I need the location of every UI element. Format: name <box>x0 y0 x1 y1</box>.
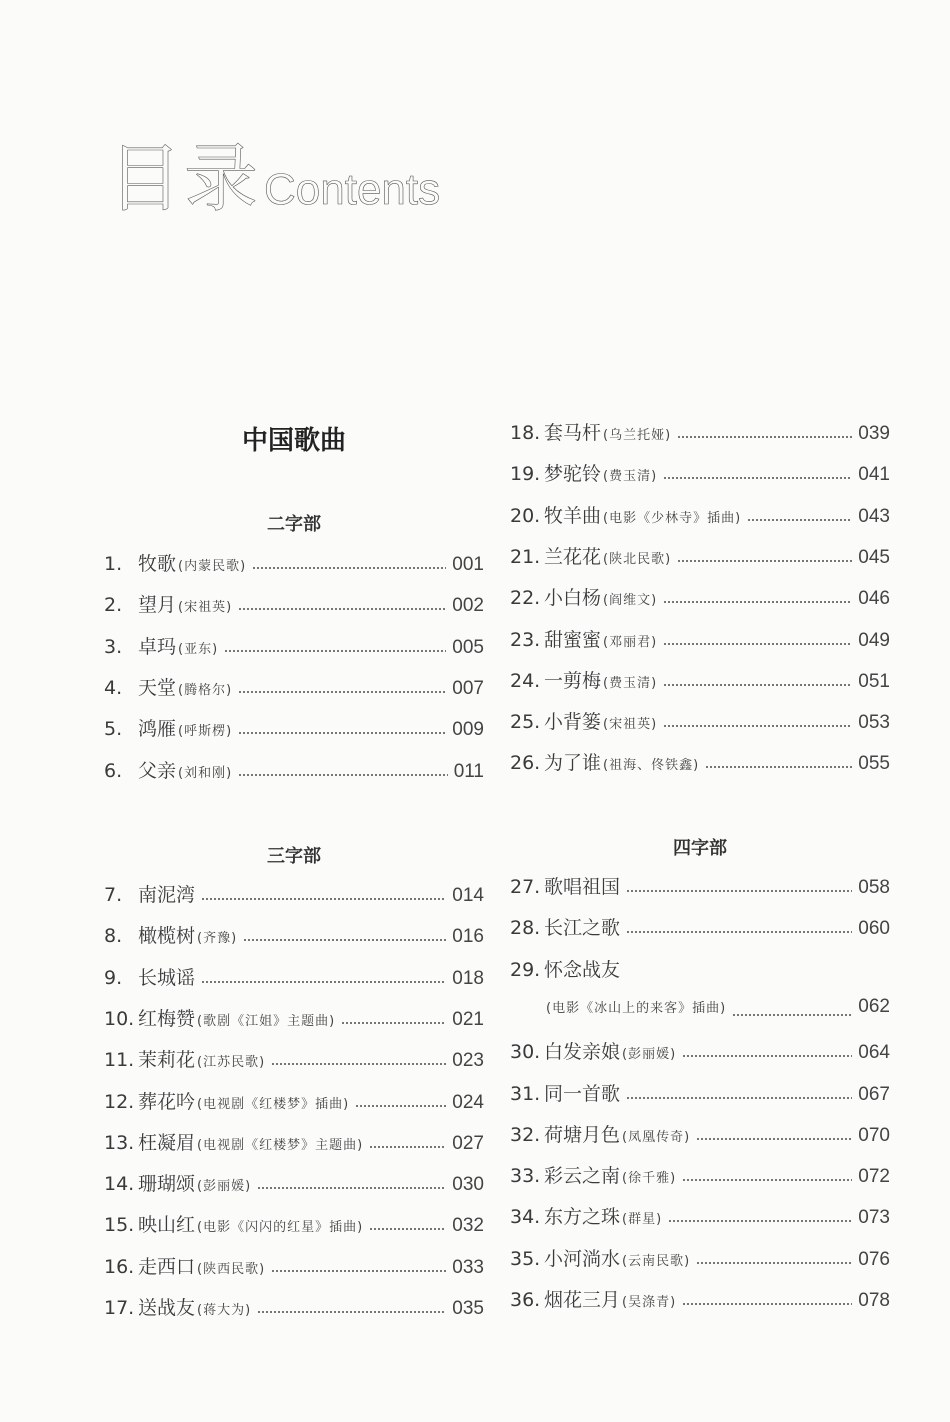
entry-title: 送战友 <box>138 1297 196 1319</box>
toc-entry[interactable] <box>510 1079 890 1109</box>
dot-leader <box>682 1302 852 1306</box>
entry-number: 17. <box>104 1297 135 1319</box>
toc-entry[interactable] <box>104 1128 484 1158</box>
toc-entry[interactable] <box>104 590 484 620</box>
entry-title: 甜蜜蜜 <box>544 628 602 651</box>
entry-note: (宋祖英) <box>178 600 233 616</box>
entry-note: (彭丽媛) <box>622 1047 677 1063</box>
toc-entry[interactable] <box>510 913 890 943</box>
dot-leader <box>626 889 852 893</box>
entry-number: 25. <box>510 711 541 734</box>
entry-page-number: 021 <box>452 1008 484 1030</box>
entry-title: 天堂 <box>138 676 177 699</box>
entry-number: 19. <box>510 463 541 486</box>
toc-entry[interactable] <box>510 1120 890 1150</box>
toc-entry[interactable] <box>510 1037 890 1067</box>
toc-entry[interactable] <box>510 1244 890 1274</box>
toc-entry[interactable] <box>510 625 890 655</box>
entry-page-number: 018 <box>452 967 484 989</box>
dot-leader <box>677 559 852 563</box>
toc-entry[interactable] <box>104 963 484 993</box>
entry-title: 红梅赞 <box>138 1007 196 1030</box>
dot-leader <box>238 607 446 611</box>
entry-page-number: 032 <box>452 1215 484 1237</box>
entry-page-number: 002 <box>452 595 484 617</box>
entry-note: (刘和刚) <box>178 765 233 781</box>
section-title: 中国歌曲 <box>241 426 346 456</box>
toc-entry[interactable] <box>104 714 484 744</box>
dot-leader <box>355 1104 446 1108</box>
dot-leader <box>682 1178 852 1182</box>
toc-entry[interactable] <box>510 1285 890 1315</box>
dot-leader <box>626 930 852 934</box>
toc-entry[interactable] <box>104 1210 484 1240</box>
entry-note: (彭丽媛) <box>197 1179 252 1195</box>
entry-note: (邓丽君) <box>603 634 658 650</box>
entry-page-number: 041 <box>858 464 890 486</box>
entry-number: 11. <box>104 1049 135 1072</box>
entry-note: (江苏民歌) <box>197 1055 266 1071</box>
entry-page-number: 062 <box>858 995 890 1017</box>
entry-title: 枉凝眉 <box>138 1131 196 1154</box>
entry-title: 为了谁 <box>544 752 602 775</box>
entry-number: 31. <box>510 1082 541 1105</box>
entry-page-number: 070 <box>858 1124 890 1146</box>
entry-title: 葬花吟 <box>138 1090 196 1113</box>
dot-leader <box>677 435 852 439</box>
entry-title: 茉莉花 <box>138 1049 196 1072</box>
entry-title: 彩云之南 <box>544 1165 621 1188</box>
dot-leader <box>257 1310 446 1314</box>
entry-number: 3. <box>104 635 123 658</box>
toc-entry[interactable] <box>510 459 890 489</box>
entry-note: (内蒙民歌) <box>178 559 247 574</box>
entry-note: (齐豫) <box>197 931 238 947</box>
entry-title: 走西口 <box>138 1255 196 1278</box>
entry-number: 33. <box>510 1165 541 1188</box>
entry-number: 29. <box>510 958 541 981</box>
entry-page-number: 035 <box>452 1298 484 1319</box>
toc-entry[interactable] <box>510 955 890 985</box>
dot-leader <box>369 1145 446 1149</box>
entry-page-number: 064 <box>858 1042 890 1064</box>
entry-title: 白发亲娘 <box>544 1041 621 1064</box>
entry-number: 5. <box>104 718 123 741</box>
entry-title: 歌唱祖国 <box>544 876 621 898</box>
entry-number: 22. <box>510 587 541 610</box>
entry-title: 长江之歌 <box>544 917 621 940</box>
dot-leader <box>663 600 852 604</box>
entry-number: 10. <box>104 1007 135 1030</box>
entry-number: 15. <box>104 1214 135 1237</box>
toc-entry[interactable] <box>104 1252 484 1282</box>
entry-note: (群星) <box>622 1212 663 1228</box>
entry-page-number: 072 <box>858 1166 890 1188</box>
entry-page-number: 033 <box>452 1256 484 1278</box>
dot-leader <box>747 518 852 522</box>
toc-entry[interactable] <box>104 1293 484 1323</box>
entry-number: 2. <box>104 594 123 617</box>
dot-leader <box>238 690 446 694</box>
dot-leader <box>252 566 446 570</box>
toc-entry[interactable] <box>104 1087 484 1117</box>
dot-leader <box>626 1096 852 1100</box>
dot-leader <box>271 1062 446 1066</box>
group-title-4: 四字部 <box>673 838 727 859</box>
dot-leader <box>271 1269 446 1273</box>
entry-title: 父亲 <box>138 759 177 782</box>
entry-number: 14. <box>104 1173 135 1196</box>
entry-page-number: 078 <box>858 1290 890 1311</box>
entry-title: 小河淌水 <box>544 1247 621 1270</box>
entry-title: 同一首歌 <box>544 1082 621 1105</box>
toc-entry[interactable] <box>104 1045 484 1075</box>
entry-page-number: 009 <box>452 719 484 741</box>
entry-note: (蒋大为) <box>197 1303 252 1318</box>
dot-leader <box>696 1261 852 1265</box>
entry-note: (呼斯楞) <box>178 724 233 740</box>
entry-number: 8. <box>104 925 123 948</box>
entry-number: 26. <box>510 752 541 775</box>
dot-leader <box>257 1186 446 1190</box>
entry-number: 16. <box>104 1255 135 1278</box>
toc-entry[interactable] <box>104 756 484 786</box>
entry-number: 36. <box>510 1289 541 1311</box>
entry-note: (电影《闪闪的红星》插曲) <box>197 1220 364 1236</box>
dot-leader <box>696 1137 852 1141</box>
toc-entry[interactable] <box>510 418 890 448</box>
entry-title: 卓玛 <box>138 635 177 658</box>
title-english: Contents <box>264 165 441 214</box>
dot-leader <box>682 1054 852 1058</box>
entry-page-number: 055 <box>858 753 890 775</box>
entry-page-number: 045 <box>858 546 890 568</box>
entry-note: (电视剧《红楼梦》主题曲) <box>197 1137 364 1153</box>
entry-title: 牧羊曲 <box>544 504 602 527</box>
entry-page-number: 016 <box>452 926 484 948</box>
entry-note: (费玉清) <box>603 675 658 691</box>
entry-page-number: 067 <box>858 1083 890 1105</box>
entry-number: 35. <box>510 1247 541 1270</box>
entry-title: 望月 <box>138 594 177 617</box>
toc-entry[interactable] <box>510 707 890 737</box>
entry-number: 21. <box>510 545 541 568</box>
entry-page-number: 030 <box>452 1174 484 1196</box>
entry-title: 橄榄树 <box>138 925 196 948</box>
entry-note: (歌剧《江姐》主题曲) <box>197 1013 336 1029</box>
entry-note: (陕西民歌) <box>197 1261 266 1277</box>
entry-title: 套马杆 <box>544 422 602 444</box>
entry-page-number: 053 <box>858 712 890 734</box>
entry-page-number: 023 <box>452 1050 484 1072</box>
entry-number: 12. <box>104 1090 135 1113</box>
entry-note: (阎维文) <box>603 593 658 609</box>
entry-number: 13. <box>104 1131 135 1154</box>
entry-number: 7. <box>104 884 123 906</box>
dot-leader <box>238 731 446 735</box>
entry-page-number: 049 <box>858 629 890 651</box>
entry-page-number: 051 <box>858 670 890 692</box>
entry-note: (徐千雅) <box>622 1171 677 1187</box>
entry-number: 34. <box>510 1206 541 1229</box>
entry-note: (亚东) <box>178 641 219 657</box>
entry-page-number: 039 <box>858 423 890 444</box>
entry-title: 烟花三月 <box>544 1289 621 1311</box>
dot-leader <box>224 649 446 653</box>
toc-entry[interactable] <box>510 666 890 696</box>
entry-page-number: 060 <box>858 918 890 940</box>
toc-entry[interactable] <box>104 1004 484 1034</box>
toc-entry[interactable] <box>104 549 484 579</box>
entry-note: (云南民歌) <box>622 1253 691 1269</box>
entry-page-number: 027 <box>452 1132 484 1154</box>
toc-entry[interactable] <box>510 748 890 778</box>
entry-page-number: 011 <box>453 760 484 782</box>
entry-note: (腾格尔) <box>178 682 233 698</box>
toc-entry[interactable] <box>510 872 890 902</box>
entry-note: (凤凰传奇) <box>622 1129 691 1145</box>
title-chinese: 目录 <box>108 136 260 222</box>
entry-page-number: 043 <box>858 505 890 527</box>
entry-title: 鸿雁 <box>138 718 177 741</box>
entry-title: 东方之珠 <box>544 1206 621 1229</box>
entry-title: 梦驼铃 <box>544 463 602 486</box>
entry-number: 32. <box>510 1123 541 1146</box>
entry-number: 4. <box>104 676 123 699</box>
toc-entry[interactable] <box>510 996 890 1026</box>
entry-page-number: 073 <box>858 1207 890 1229</box>
entry-note: (陕北民歌) <box>603 551 672 567</box>
entry-title: 小白杨 <box>544 587 602 610</box>
entry-number: 6. <box>104 759 123 782</box>
entry-title: 小背篓 <box>544 711 602 734</box>
entry-title: 珊瑚颂 <box>138 1173 196 1196</box>
entry-note: (祖海、佟铁鑫) <box>603 758 700 774</box>
dot-leader <box>663 476 852 480</box>
entry-page-number: 024 <box>452 1091 484 1113</box>
group-title-2: 二字部 <box>267 514 321 535</box>
entry-page-number: 058 <box>858 877 890 898</box>
dot-leader <box>201 897 446 901</box>
entry-note: (宋祖英) <box>603 717 658 733</box>
entry-number: 18. <box>510 422 541 444</box>
dot-leader <box>341 1021 446 1025</box>
entry-title: 南泥湾 <box>138 884 196 906</box>
toc-entry[interactable] <box>104 880 484 910</box>
dot-leader <box>732 1013 852 1017</box>
entry-note: (费玉清) <box>603 469 658 485</box>
dot-leader <box>663 724 852 728</box>
entry-number: 30. <box>510 1041 541 1064</box>
entry-number: 27. <box>510 876 541 898</box>
entry-note: (乌兰托娅) <box>603 428 672 443</box>
group-title-3: 三字部 <box>267 846 321 867</box>
dot-leader <box>243 938 446 942</box>
dot-leader <box>201 980 446 984</box>
entry-page-number: 007 <box>452 677 484 699</box>
entry-page-number: 005 <box>452 636 484 658</box>
entry-title: 怀念战友 <box>544 958 621 981</box>
entry-number: 23. <box>510 628 541 651</box>
entry-number: 28. <box>510 917 541 940</box>
entry-note: (电影《冰山上的来客》插曲) <box>546 1000 727 1016</box>
entry-note: (电影《少林寺》插曲) <box>603 510 742 526</box>
toc-entry[interactable] <box>510 542 890 572</box>
entry-number: 24. <box>510 669 541 692</box>
entry-number: 9. <box>104 966 123 989</box>
page-header <box>108 120 440 226</box>
entry-note: (吴涤青) <box>622 1295 677 1310</box>
toc-entry[interactable] <box>104 1169 484 1199</box>
entry-page-number: 014 <box>452 885 484 906</box>
toc-entry[interactable] <box>104 921 484 951</box>
entry-title: 兰花花 <box>544 545 602 568</box>
entry-page-number: 001 <box>452 554 484 575</box>
entry-title: 荷塘月色 <box>544 1123 621 1146</box>
toc-entry[interactable] <box>104 673 484 703</box>
toc-entry[interactable] <box>510 1202 890 1232</box>
entry-title: 长城谣 <box>138 966 196 989</box>
dot-leader <box>369 1227 446 1231</box>
dot-leader <box>663 683 852 687</box>
dot-leader <box>705 765 852 769</box>
dot-leader <box>663 642 852 646</box>
entry-page-number: 046 <box>858 588 890 610</box>
toc-entry[interactable] <box>104 632 484 662</box>
toc-entry[interactable] <box>510 1161 890 1191</box>
entry-title: 一剪梅 <box>544 669 602 692</box>
dot-leader <box>238 773 448 777</box>
entry-number: 20. <box>510 504 541 527</box>
toc-entry[interactable] <box>510 583 890 613</box>
entry-number: 1. <box>104 553 123 575</box>
entry-page-number: 076 <box>858 1248 890 1270</box>
dot-leader <box>668 1219 852 1223</box>
toc-entry[interactable] <box>510 501 890 531</box>
entry-title: 映山红 <box>138 1214 196 1237</box>
entry-title: 牧歌 <box>138 553 177 575</box>
entry-note: (电视剧《红楼梦》插曲) <box>197 1096 350 1112</box>
